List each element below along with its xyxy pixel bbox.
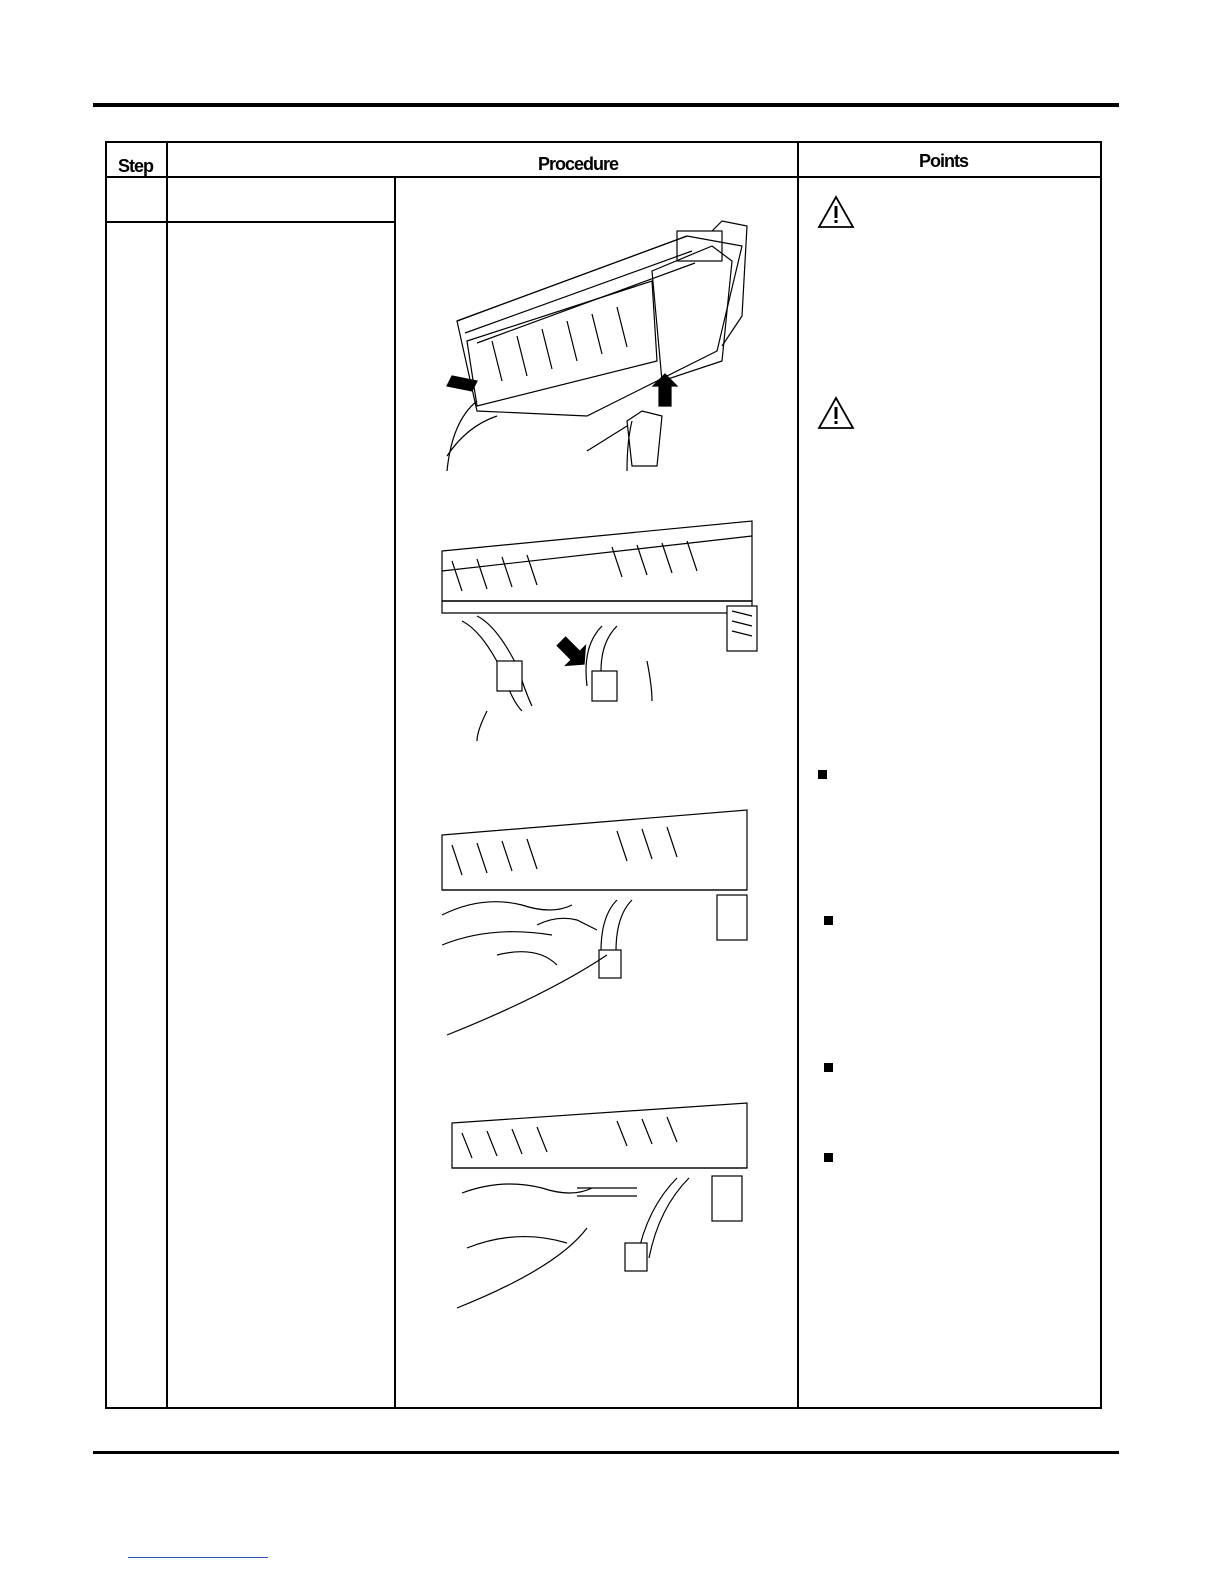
points-column-divider <box>797 143 799 1407</box>
step-header: Step <box>118 156 154 176</box>
subheader-divider <box>107 221 396 223</box>
figure-unit-tilted <box>437 211 757 476</box>
footer-rule <box>93 1451 1119 1454</box>
header-rule <box>93 103 1119 107</box>
points-header: Points <box>919 151 969 171</box>
step-column-divider <box>166 143 168 1407</box>
footer-link-underline[interactable] <box>128 1557 268 1558</box>
procedure-table <box>105 141 1102 1409</box>
warning-icon <box>817 396 855 430</box>
figure-hose-disconnect <box>447 1098 757 1313</box>
procedure-header: Procedure <box>538 154 619 174</box>
procedure-column-divider <box>394 178 396 1407</box>
square-bullet-icon <box>824 916 833 925</box>
square-bullet-icon <box>818 770 827 779</box>
warning-icon <box>817 195 855 229</box>
header-row-divider <box>107 176 1100 178</box>
figure-drain-hose <box>432 511 772 741</box>
figure-pliers-hands <box>437 805 757 1040</box>
square-bullet-icon <box>824 1063 833 1072</box>
square-bullet-icon <box>824 1153 833 1162</box>
